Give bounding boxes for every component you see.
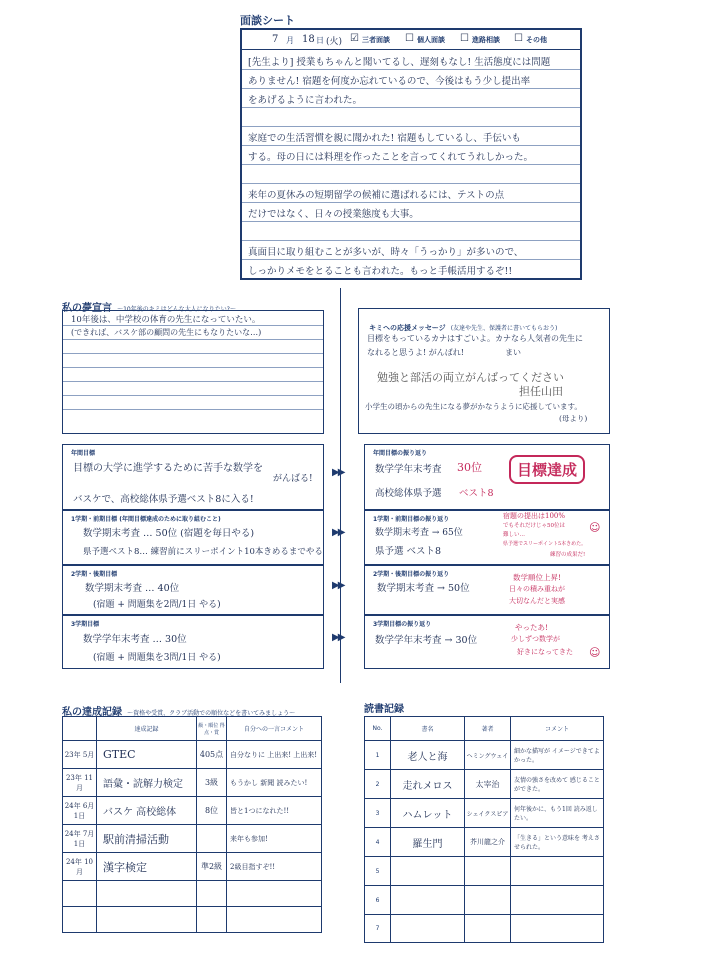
- annual-review-box: [364, 444, 610, 510]
- term2-review-comment: 日々の積み重ねが: [509, 585, 565, 593]
- date-day: 18: [302, 34, 315, 45]
- term1-review-line: 数学期末考査 → 65位: [375, 528, 463, 538]
- achieved-stamp: 目標達成: [509, 455, 585, 484]
- support-msg-1: なれると思うよ! がんばれ!: [367, 348, 464, 357]
- table-row: [63, 853, 322, 881]
- term2-goal-line: 数学期末考査 … 40位: [85, 583, 180, 594]
- term3-goal-label: 3学期目標: [71, 621, 100, 628]
- reading-no: 4: [365, 828, 391, 857]
- achievement-date: 23年 11月: [63, 769, 97, 797]
- table-row: [63, 769, 322, 797]
- reading-no: 3: [365, 799, 391, 828]
- reading-comment: 友情の強さを改めて 感じることができた。: [511, 770, 604, 799]
- annual-review-label: 年間目標の振り返り: [373, 450, 428, 457]
- interview-header: [242, 30, 580, 50]
- achievement-result: 8位: [197, 797, 227, 825]
- reading-no: 2: [365, 770, 391, 799]
- interview-line: [先生より] 授業もちゃんと聞いてるし、遅刻もなし! 生活態度には問題: [248, 57, 551, 68]
- term3-review-label: 3学期目標の振り返り: [373, 621, 432, 628]
- table-row: [63, 741, 322, 769]
- support-title: キミへの応援メッセージ: [369, 324, 446, 332]
- support-msg-3: 小学生の頃からの先生になる夢がかなうように応援しています。: [365, 402, 582, 411]
- support-sign-3: (母より): [559, 414, 588, 423]
- reading-author: シェイクスピア: [465, 799, 511, 828]
- achievement-record: 語彙・読解力検定: [97, 769, 197, 797]
- interview-line: 家庭での生活習慣を親に聞かれた! 宿題もしているし、手伝いも: [248, 133, 521, 144]
- option-kojin: 個人面談: [417, 36, 445, 44]
- term2-review-label: 2学期・後期目標の振り返り: [373, 571, 450, 578]
- term1-goal-box: [62, 510, 324, 565]
- day-unit: 日: [316, 36, 324, 45]
- achievement-result: [197, 825, 227, 853]
- table-row: [63, 825, 322, 853]
- table-row: [365, 741, 604, 770]
- arrow-icon: ▶▶: [332, 632, 344, 643]
- reading-no: 7: [365, 915, 391, 943]
- reading-author: 芥川龍之介: [465, 828, 511, 857]
- checkbox-checked-icon[interactable]: ☑: [350, 33, 359, 44]
- support-msg-1: 目標をもっているカナはすごいよ。カナなら人気者の先生に: [367, 334, 583, 343]
- table-row: [63, 881, 322, 907]
- term3-goal-line: 数学学年末考査 … 30位: [83, 634, 187, 645]
- reading-title: 読書記録: [364, 704, 404, 715]
- achievement-result: 準2級: [197, 853, 227, 881]
- achievement-result: 405点: [197, 741, 227, 769]
- interview-line: 来年の夏休みの短期留学の候補に選ばれるには、テストの点: [248, 190, 505, 201]
- achievement-table: [62, 716, 322, 933]
- support-msg-2: 勉強と部活の両立がんばってください: [377, 371, 564, 384]
- achievement-comment: 自分なりに 上出来! 上出来!: [227, 741, 322, 769]
- checkbox-icon[interactable]: ☐: [514, 33, 523, 44]
- achievement-record: 漢字検定: [97, 853, 197, 881]
- reading-book: 羅生門: [391, 828, 465, 857]
- term1-goal-label: 1学期・前期目標 (年間目標達成のために取り組むこと): [71, 516, 221, 523]
- column-header: No.: [365, 717, 391, 741]
- table-row: [63, 907, 322, 933]
- reading-book: 走れメロス: [391, 770, 465, 799]
- interview-body: [242, 50, 580, 278]
- dream-line: (できれば、バスケ部の顧問の先生にもなりたいな…): [71, 328, 262, 337]
- term2-review-line: 数学期末考査 → 50位: [377, 583, 470, 594]
- support-sign-1: まい: [505, 348, 521, 357]
- annual-goal-line: バスケで、高校総体県予選ベスト8に入る!: [73, 494, 254, 505]
- reading-author: ヘミングウェイ: [465, 741, 511, 770]
- dream-line: 10年後は、中学校の体育の先生になっていたい。: [71, 315, 261, 325]
- option-other: その他: [526, 36, 547, 44]
- interview-title: 面談シート: [240, 14, 295, 27]
- month-unit: 月: [286, 36, 294, 45]
- table-row: [365, 857, 604, 886]
- support-box: [358, 308, 610, 434]
- term3-review-comment: 好きになってきた: [517, 648, 573, 656]
- achievement-record: バスケ 高校総体: [97, 797, 197, 825]
- term1-review-comment: でもそれだけじゃ50位は: [503, 523, 565, 529]
- checkbox-icon[interactable]: ☐: [460, 33, 469, 44]
- term3-review-box: [364, 615, 610, 669]
- annual-goal-label: 年間目標: [71, 450, 96, 457]
- term1-review-comment: 練習の成果だ!: [550, 552, 586, 558]
- annual-review-line: 高校総体県予選: [375, 488, 442, 499]
- interview-sheet: [240, 28, 582, 280]
- annual-goal-line: がんばる!: [273, 474, 313, 484]
- achievement-record: GTEC: [97, 741, 197, 769]
- option-shinro: 進路相談: [472, 36, 500, 44]
- arrow-icon: ▶▶: [332, 580, 344, 591]
- term2-review-comment: 数学順位上昇!: [513, 573, 562, 582]
- achievement-comment: もうかし 新聞 読みたい!: [227, 769, 322, 797]
- achievement-date: 24年 6月1日: [63, 797, 97, 825]
- arrow-icon: ▶▶: [332, 467, 344, 478]
- support-sign-2: 担任山田: [519, 385, 563, 398]
- interview-line: 真面目に取り組むことが多いが、時々「うっかり」が多いので、: [248, 247, 524, 258]
- interview-line: しっかりメモをとることも言われた。もっと手帳活用するぞ!!: [248, 266, 513, 277]
- column-header: 著者: [465, 717, 511, 741]
- achievement-comment: 2級目指すぞ!!: [227, 853, 322, 881]
- smiley-icon: ☺: [589, 521, 601, 534]
- option-sansha: 三者面談: [362, 36, 390, 44]
- term1-review-box: [364, 510, 610, 565]
- table-row: [365, 828, 604, 857]
- term3-goal-box: [62, 615, 324, 669]
- term1-review-line: 県予選 ベスト8: [375, 546, 442, 557]
- reading-comment: 何年後かに、もう1回 読み返したい。: [511, 799, 604, 828]
- interview-line: だけではなく、日々の授業態度も大事。: [248, 209, 419, 220]
- dream-subtitle: ～10年後のキミはどんな大人になりたい?～: [117, 306, 236, 313]
- achievement-result: 3級: [197, 769, 227, 797]
- dream-box: [62, 310, 324, 434]
- reading-author: 太宰治: [465, 770, 511, 799]
- page-divider: [340, 288, 341, 683]
- reading-no: 5: [365, 857, 391, 886]
- term1-goal-line: 数学期末考査 … 50位 (宿題を毎日やる): [83, 528, 255, 539]
- reading-comment: 細かな描写が イメージできてよかった。: [511, 741, 604, 770]
- term2-review-comment: 大切なんだと実感: [509, 597, 565, 605]
- annual-review-rank: 30位: [457, 461, 482, 474]
- achievement-comment: 皆と1つになれた!!: [227, 797, 322, 825]
- term1-review-label: 1学期・前期目標の振り返り: [373, 516, 450, 523]
- reading-no: 6: [365, 886, 391, 915]
- annual-review-line: 数学学年末考査: [375, 464, 442, 475]
- table-row: [365, 799, 604, 828]
- reading-comment: 「生きる」という意味を 考えさせられた。: [511, 828, 604, 857]
- smiley-icon: ☺: [589, 646, 601, 659]
- reading-no: 1: [365, 741, 391, 770]
- table-header-row: [63, 717, 322, 741]
- achievement-date: 24年 7月1日: [63, 825, 97, 853]
- table-row: [63, 797, 322, 825]
- checkbox-icon[interactable]: ☐: [405, 33, 414, 44]
- column-header: 書名: [391, 717, 465, 741]
- achievement-record: 駅前清掃活動: [97, 825, 197, 853]
- annual-goal-line: 目標の大学に進学するために苦手な数学を: [73, 463, 263, 474]
- reading-table: [364, 716, 604, 943]
- table-row: [365, 915, 604, 943]
- table-row: [365, 886, 604, 915]
- arrow-icon: ▶▶: [332, 527, 344, 538]
- dream-title: 私の夢宣言: [62, 303, 112, 314]
- annual-review-best: ベスト8: [459, 488, 494, 499]
- column-header: 達成記録: [97, 717, 197, 741]
- support-heading: [369, 315, 557, 334]
- term1-goal-line: 県予選ベスト8… 練習前にスリーポイント10本きめるまでやる: [83, 547, 323, 557]
- achievement-subtitle: ～資格や受賞、クラブ活動での順位などを書いてみましょう～: [127, 710, 296, 717]
- achievement-date: 24年 10月: [63, 853, 97, 881]
- term2-goal-label: 2学期・後期目標: [71, 571, 118, 578]
- term2-goal-box: [62, 565, 324, 615]
- term3-review-comment: やったあ!: [515, 623, 549, 632]
- table-row: [365, 770, 604, 799]
- date-month: 7: [272, 34, 279, 45]
- achievement-date: 23年 5月: [63, 741, 97, 769]
- term2-review-box: [364, 565, 610, 615]
- term3-review-line: 数学学年末考査 → 30位: [375, 635, 478, 646]
- term2-goal-line: (宿題 + 問題集を2問/1日 やる): [93, 600, 221, 610]
- interview-line: する。母の日には料理を作ったことを言ってくれてうれしかった。: [248, 152, 534, 163]
- support-subtitle: (友達や先生、保護者に書いてもらおう): [450, 325, 558, 332]
- column-header: 級・順位 得点・賞: [197, 717, 227, 741]
- table-header-row: [365, 717, 604, 741]
- achievement-comment: 来年も参加!: [227, 825, 322, 853]
- term1-review-comment: 宿題の提出は100%: [503, 512, 566, 520]
- annual-goal-box: [62, 444, 324, 510]
- interview-line: ありません! 宿題を何度か忘れているので、今後はもう少し提出率: [248, 76, 531, 87]
- column-header: 自分への一言コメント: [227, 717, 322, 741]
- term3-goal-line: (宿題 + 問題集を3問/1日 やる): [93, 653, 221, 663]
- term1-review-comment: 県予選でスリーポイント5本きめた。: [503, 541, 587, 547]
- term1-review-comment: 難しい…: [503, 532, 526, 538]
- interview-line: をあげるように言われた。: [248, 95, 363, 106]
- reading-book: ハムレット: [391, 799, 465, 828]
- reading-book: 老人と海: [391, 741, 465, 770]
- term3-review-comment: 少しずつ数学が: [511, 635, 560, 643]
- column-header: コメント: [511, 717, 604, 741]
- achievement-title: 私の達成記録: [62, 707, 122, 718]
- date-weekday: (火): [326, 37, 343, 47]
